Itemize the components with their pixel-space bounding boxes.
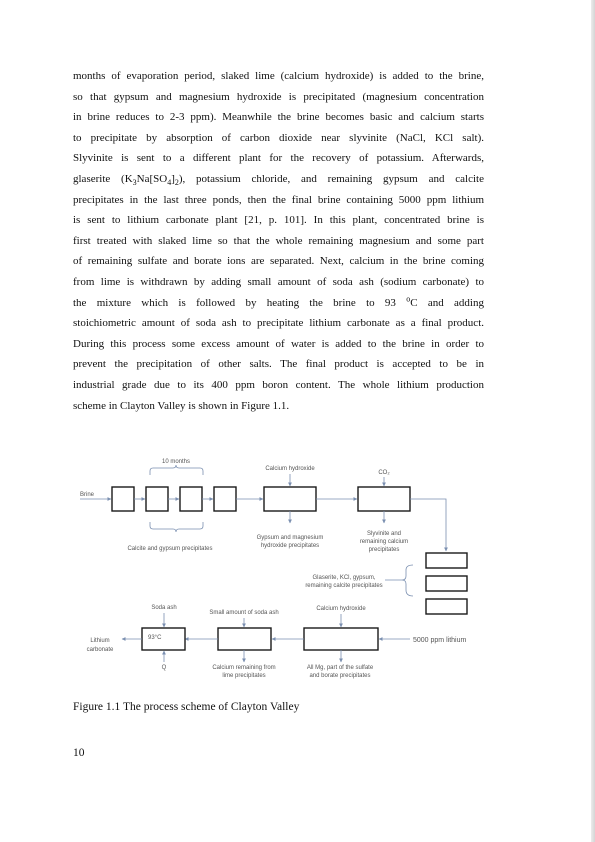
paragraph-line-glaserite: [73, 169, 484, 190]
months-label: 10 months: [161, 459, 191, 465]
gypsum-mg-label-1: Gypsum and magnesium: [256, 535, 324, 541]
lithium-carbonate-label-1: Lithium: [90, 638, 110, 644]
paragraph-line: from lime is withdrawn by adding small amount of soda ash (sodium carbonate) to: [73, 275, 484, 288]
paragraph-line: so that gypsum and magnesium hydroxide is precipitated (magnesium concentration: [73, 90, 484, 103]
calcite-gypsum-label: Calcite and gypsum precipitates: [127, 546, 213, 552]
slyvinite-label-3: precipitates: [368, 547, 400, 553]
pond-box-3: [180, 487, 202, 511]
page-number: 10: [73, 747, 85, 759]
text-run: Na[SO: [136, 172, 168, 185]
paragraph-line: industrial grade due to its 400 ppm boron content. The whole lithium production: [73, 378, 484, 391]
superscript: o: [406, 293, 411, 303]
temperature-label: 93°C: [148, 635, 162, 641]
all-mg-label-1: All Mg, part of the sulfate: [306, 665, 374, 671]
process-scheme-diagram: [0, 450, 595, 690]
paragraph-line: Slyvinite is sent to a different plant for the recovery of potassium. Afterwards,: [73, 152, 484, 165]
lime2-treatment-box: [304, 628, 378, 650]
pond-box-2: [146, 487, 168, 511]
soda-ash-label: Soda ash: [151, 605, 177, 611]
calcium-remaining-label-2: lime precipitates: [222, 673, 266, 679]
calcium-remaining-label-1: Calcium remaining from: [212, 665, 276, 671]
subscript: 4: [167, 178, 172, 188]
lime-treatment-box: [264, 487, 316, 511]
text-run: glaserite (K: [73, 172, 133, 185]
paragraph-line: stoichiometric amount of soda ash to precipitate lithium carbonate as a final product.: [73, 317, 484, 330]
paragraph-line: months of evaporation period, slaked lime (calcium hydroxide) is added to the brine,: [73, 70, 484, 82]
subscript: 3: [132, 178, 137, 188]
final-pond-box-2: [426, 576, 467, 591]
paragraph-line: first treated with slaked lime so that the whole remaining magnesium and some part: [73, 234, 484, 247]
text-run: the mixture which is followed by heating the brine to 93: [73, 296, 407, 309]
pond-box-4: [214, 487, 236, 511]
co2-label: CO₂: [378, 470, 390, 476]
calcite-brace: [150, 522, 203, 532]
paragraph-line: is sent to lithium carbonate plant [21, p. 101]. In this plant, concentrated brine is: [73, 214, 484, 227]
body-paragraph: [73, 66, 484, 416]
paragraph-line: During this process some excess amount of water is added to the brine in order to: [73, 337, 484, 350]
paragraph-line: in brine reduces to 2-3 ppm). Meanwhile the brine becomes basic and calcium starts: [73, 111, 484, 124]
paragraph-line: of remaining sulfate and borate ions are separated. Next, calcium in the brine coming: [73, 255, 484, 268]
paragraph-line: precipitates in the last three ponds, then the final brine containing 5000 ppm lithium: [73, 193, 484, 206]
glaserite-brace: [402, 565, 413, 596]
months-brace: [150, 465, 203, 475]
glaserite-label-2: remaining calcite precipitates: [305, 583, 383, 589]
small-soda-ash-label: Small amount of soda ash: [209, 610, 279, 616]
slyvinite-label-2: remaining calcium: [359, 539, 409, 545]
calcium-hydroxide-top-label: Calcium hydroxide: [265, 466, 315, 472]
all-mg-label-2: and borate precipitates: [309, 673, 371, 679]
heat-q-label: Q: [161, 665, 167, 671]
co2-treatment-box: [358, 487, 410, 511]
text-run: C and adding: [410, 296, 484, 309]
lithium-carbonate-label-2: carbonate: [86, 647, 114, 653]
final-pond-box-1: [426, 553, 467, 568]
calcium-hydroxide-bottom-label: Calcium hydroxide: [316, 606, 366, 612]
brine-label: Brine: [80, 492, 95, 498]
lithium-5000-label: 5000 ppm lithium: [413, 637, 467, 644]
text-run: ), potassium chloride, and remaining gypsum and calcite: [178, 172, 484, 185]
gypsum-mg-label-2: hydroxide precipitates: [260, 543, 320, 549]
pond-box-1: [112, 487, 134, 511]
glaserite-label-1: Glaserite, KCl, gypsum,: [312, 575, 376, 581]
paragraph-line: scheme in Clayton Valley is shown in Figure 1.1.: [73, 399, 290, 412]
slyvinite-label-1: Slyvinite and: [366, 531, 402, 537]
text-run: ]: [171, 172, 175, 185]
subscript: 2: [174, 178, 179, 188]
paragraph-line: to precipitate by absorption of carbon dioxide near slyvinite (NaCl, KCl salt).: [73, 131, 484, 144]
co2-to-ponds-arrow: [410, 499, 446, 551]
page-edge-shadow: [591, 0, 595, 842]
soda-treatment-box: [218, 628, 271, 650]
paragraph-line-temperature: [73, 293, 484, 314]
paragraph-line: prevent the precipitation of other salts. The final product is accepted to be in: [73, 358, 484, 371]
figure-caption: Figure 1.1 The process scheme of Clayton Valley: [73, 701, 300, 713]
final-pond-box-3: [426, 599, 467, 614]
